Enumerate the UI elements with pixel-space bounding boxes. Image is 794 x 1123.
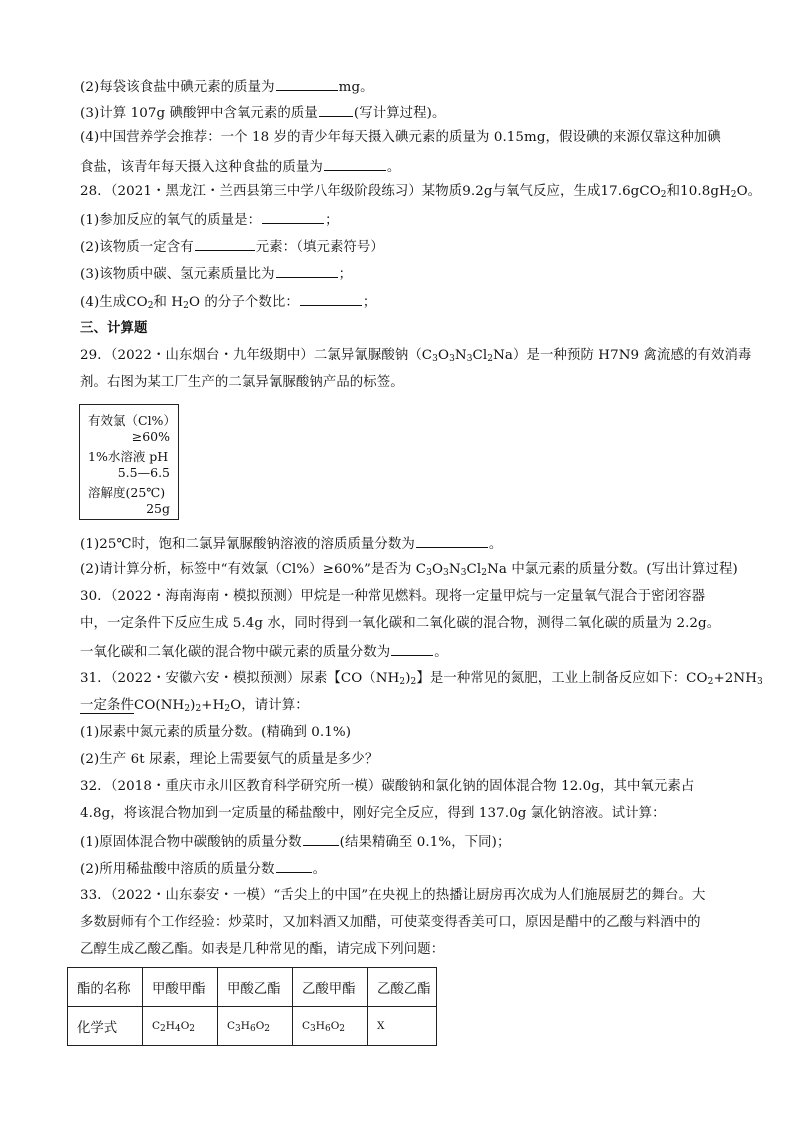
- label-solubility-value: 25g: [146, 501, 170, 516]
- q30-question: [80, 641, 448, 663]
- text: ；: [338, 267, 353, 282]
- subscript: 3: [426, 568, 432, 578]
- table-header: 甲酸甲酯: [143, 968, 218, 1007]
- subscript: 2: [730, 190, 737, 200]
- table-cell: [218, 1007, 293, 1046]
- table-row: [68, 1007, 437, 1046]
- subscript: 2: [707, 677, 714, 687]
- text: (4)生成CO: [80, 295, 148, 310]
- q31-part1: [80, 723, 351, 743]
- q32-stem-cont: [80, 804, 666, 824]
- q30-stem-cont: [80, 614, 720, 634]
- text: ；: [325, 213, 339, 228]
- text: 29．（2022・山东烟台・九年级期中）二氯异氰脲酸钠（C: [80, 348, 433, 363]
- text: O: [330, 1020, 340, 1032]
- table-cell: [143, 1007, 218, 1046]
- q27-part4-cont: [80, 156, 400, 178]
- q27-part3: [80, 102, 445, 124]
- subscript: 2: [339, 1024, 346, 1034]
- subscript: 3: [235, 1024, 241, 1034]
- q33-stem: [80, 886, 706, 906]
- subscript: 2: [189, 1024, 196, 1034]
- text: (1)尿素中氮元素的质量分数。(精确到 0.1%): [80, 725, 352, 740]
- text: N: [454, 348, 467, 363]
- q27-part4: [80, 128, 721, 148]
- subscript: 3: [310, 1024, 316, 1034]
- text: 】是一种常见的氮肥，工业上制备反应如下：CO: [416, 671, 708, 686]
- text: O: [255, 1020, 265, 1032]
- section-heading: [80, 319, 147, 339]
- text: 28．（2021・黑龙江・兰西县第三中学八年级阶段练习）某物质9.2g与氧气反应，生成17.6gCO: [80, 184, 661, 199]
- text: 一氧化碳和二氧化碳的混合物中碳元素的质量分数为: [80, 645, 391, 660]
- answer-blank: [262, 209, 324, 224]
- q32-stem: [80, 777, 694, 797]
- subscript: 2: [399, 677, 406, 687]
- text: (2)生产 6t 尿素，理论上需要氨气的质量是多少？: [80, 752, 379, 767]
- text: 多数厨师有个工作经验：炒菜时，又加料酒又加醋，可使菜变得香美可口，原因是醋中的乙酸与料酒中的: [80, 915, 701, 930]
- text: H: [165, 1020, 175, 1032]
- text: 31．（2022・安徽六安・模拟预测）尿素【CO（NH: [80, 671, 400, 686]
- text: O: [431, 562, 444, 577]
- text: 三、计算题: [80, 321, 148, 336]
- subscript: 3: [460, 568, 467, 578]
- text: 剂。右图为某工厂生产的二氯异氰脲酸钠产品的标签。: [80, 375, 404, 390]
- text: H: [315, 1020, 325, 1032]
- subscript: 2: [224, 704, 231, 714]
- reaction-condition: 一定条件: [80, 698, 134, 713]
- label-ph-value: 5.5—6.5: [117, 465, 170, 480]
- q28-stem: [80, 182, 761, 202]
- subscript: 2: [481, 568, 488, 578]
- text: 。: [312, 862, 327, 877]
- subscript: 3: [432, 354, 438, 364]
- answer-blank: [303, 831, 339, 846]
- label-effective-chlorine: 有效氯（Cl%）: [88, 413, 176, 428]
- text: Na）是一种预防 H7N9 禽流感的有效消毒: [493, 348, 752, 363]
- text: 和10.8gH: [666, 184, 731, 199]
- answer-blank: [391, 641, 433, 656]
- text: (2)每袋该食盐中碘元素的质量为: [80, 80, 275, 95]
- text: 元素：（填元素符号）: [255, 240, 384, 255]
- text: O: [180, 1020, 190, 1032]
- subscript: 2: [160, 1024, 166, 1034]
- table-cell: X: [368, 1007, 437, 1046]
- text: C: [302, 1020, 311, 1032]
- table-cell: [293, 1007, 368, 1046]
- answer-blank: [416, 533, 488, 548]
- text: 。: [488, 537, 503, 552]
- q29-stem: [80, 346, 751, 366]
- subscript: 4: [174, 1024, 181, 1034]
- text: 33．（2022・山东泰安・一模）“舌尖上的中国”在央视上的热播让厨房再次成为人们施展厨艺的舞台。大: [80, 888, 706, 903]
- ester-table: [67, 967, 437, 1046]
- text: (写计算过程)。: [353, 106, 446, 121]
- text: Cl: [472, 348, 488, 363]
- text: C: [152, 1020, 161, 1032]
- text: 和 H: [153, 295, 184, 310]
- subscript: 2: [195, 704, 202, 714]
- text: 中，一定条件下反应生成 5.4g 水，同时得到一氧化碳和二氧化碳的混合物，测得二氧化碳的质量为 2.2g。: [80, 616, 721, 631]
- text: 。: [386, 160, 401, 175]
- subscript: 6: [249, 1024, 256, 1034]
- q29-part2: [80, 560, 738, 580]
- text: (1)25℃时，饱和二氯异氰脲酸钠溶液的溶质质量分数为: [80, 537, 415, 552]
- text: CO(NH: [133, 698, 185, 713]
- q30-stem: [80, 587, 705, 607]
- answer-blank: [276, 263, 338, 278]
- text: ；: [362, 295, 377, 310]
- q33-stem-cont: [80, 913, 701, 933]
- text: N: [448, 562, 461, 577]
- text: (2)请计算分析，标签中“有效氯（Cl%）≥60%”是否为 C: [80, 562, 427, 577]
- q28-part3: [80, 263, 352, 285]
- text: (3)计算 107g 碘酸钾中含氧元素的质量: [80, 106, 318, 121]
- subscript: 3: [756, 677, 763, 687]
- subscript: 2: [487, 354, 494, 364]
- answer-blank: [300, 291, 362, 306]
- text: Na 中氯元素的质量分数。(写出计算过程): [487, 562, 738, 577]
- text: (3)该物质中碳、氢元素质量比为: [80, 267, 275, 282]
- q33-stem-cont2: [80, 940, 444, 960]
- text: 乙醇生成乙酸乙酯。如表是几种常见的酯，请完成下列问题：: [80, 942, 445, 957]
- q31-part2: [80, 750, 378, 770]
- table-header: 甲酸乙酯: [218, 968, 293, 1007]
- text: mg。: [338, 80, 374, 95]
- label-chlorine-value: ≥60%: [131, 429, 170, 444]
- q27-part2: [80, 76, 374, 98]
- text: 32．（2018・重庆市永川区教育科学研究所一模）碳酸钠和氯化钠的固体混合物 12.0g，其中氧元素占: [80, 779, 695, 794]
- answer-blank: [324, 156, 386, 171]
- text: 食盐，该青年每天摄入这种食盐的质量为: [80, 160, 323, 175]
- answer-blank: [276, 76, 338, 91]
- text: ): [405, 671, 411, 686]
- q32-part2: [80, 858, 326, 880]
- label-solubility: 溶解度(25℃): [88, 485, 166, 500]
- q32-part1: [80, 831, 510, 853]
- answer-blank: [195, 236, 255, 251]
- text: (2)该物质一定含有: [80, 240, 194, 255]
- q31-equation: [80, 696, 309, 716]
- label-ph: 1%水溶液 pH: [88, 449, 169, 464]
- text: O。: [736, 184, 762, 199]
- subscript: 6: [324, 1024, 331, 1034]
- text: (4)中国营养学会推荐：一个 18 岁的青少年每天摄入碘元素的质量为 0.15mg，假设碘的来源仅靠这种加碘: [80, 130, 721, 145]
- subscript: 2: [660, 190, 667, 200]
- text: C: [227, 1020, 236, 1032]
- text: ): [190, 698, 196, 713]
- subscript: 2: [410, 677, 417, 687]
- table-header: 乙酸甲酯: [293, 968, 368, 1007]
- q29-part1: [80, 533, 502, 555]
- text: 。: [434, 645, 448, 660]
- table-header: 酯的名称: [68, 968, 143, 1007]
- text: O，请计算：: [230, 698, 309, 713]
- text: 4.8g，将该混合物加到一定质量的稀盐酸中，刚好完全反应，得到 137.0g 氯化钠溶液。试计算：: [80, 806, 666, 821]
- subscript: 2: [183, 301, 189, 311]
- text: +2NH: [713, 671, 757, 686]
- subscript: 2: [184, 704, 191, 714]
- text: Cl: [466, 562, 482, 577]
- text: H: [240, 1020, 250, 1032]
- text: O: [437, 348, 450, 363]
- text: (结果精确至 0.1%，下同)；: [339, 835, 511, 850]
- q28-part1: [80, 209, 339, 231]
- subscript: 3: [449, 354, 455, 364]
- text: 30．（2022・海南海南・模拟预测）甲烷是一种常见燃料。现将一定量甲烷与一定量氧气混合于密闭容器: [80, 589, 706, 604]
- q29-stem-cont: [80, 373, 404, 393]
- q31-stem: [80, 669, 763, 689]
- text: +H: [201, 698, 225, 713]
- table-row: [68, 968, 437, 1007]
- text: (1)参加反应的氧气的质量是：: [80, 213, 262, 228]
- text: (1)原固体混合物中碳酸钠的质量分数: [80, 835, 302, 850]
- answer-blank: [319, 102, 353, 117]
- text: (2)所用稀盐酸中溶质的质量分数: [80, 862, 275, 877]
- text: O 的分子个数比：: [188, 295, 299, 310]
- subscript: 2: [264, 1024, 271, 1034]
- subscript: 2: [147, 301, 154, 311]
- q28-part2: [80, 236, 384, 258]
- subscript: 3: [466, 354, 473, 364]
- product-label: [79, 404, 179, 520]
- table-header: 乙酸乙酯: [368, 968, 437, 1007]
- table-cell: 化学式: [68, 1007, 143, 1046]
- q28-part4: [80, 291, 376, 313]
- answer-blank: [276, 858, 312, 873]
- subscript: 3: [443, 568, 449, 578]
